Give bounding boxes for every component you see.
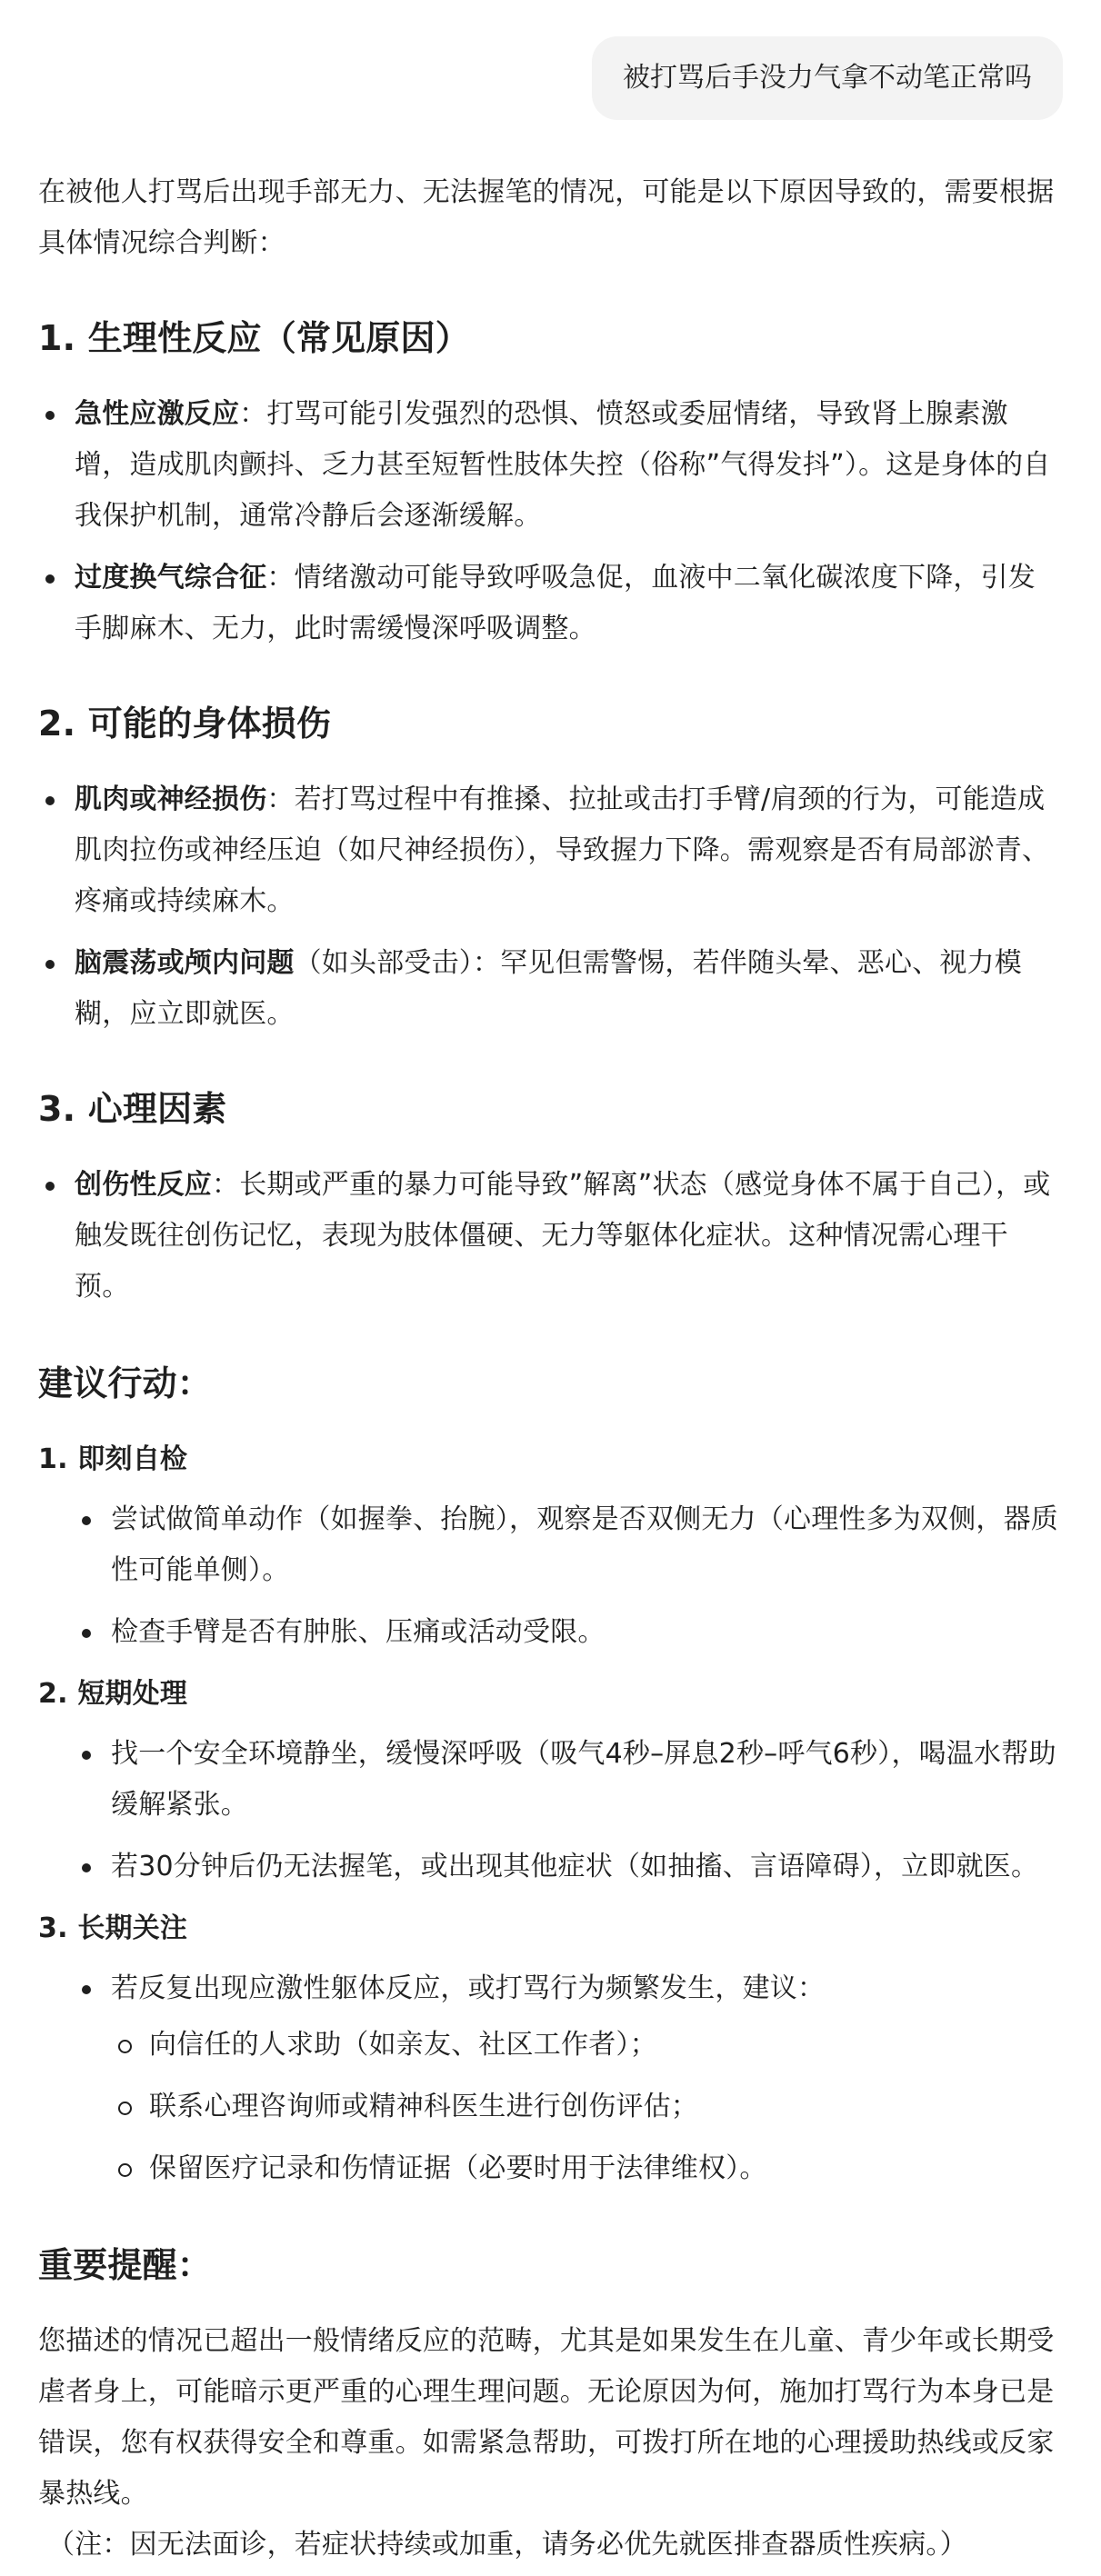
item-text: 若反复出现应激性躯体反应，或打骂行为频繁发生，建议：	[111, 1972, 826, 2004]
item-term: 急性应激反应	[75, 398, 240, 430]
item-term: 过度换气综合征	[75, 562, 267, 594]
section-list-physiological	[38, 389, 1063, 654]
item-term: 肌肉或神经损伤	[75, 784, 267, 815]
section-title-psychological: 3. 心理因素	[38, 1089, 227, 1129]
list-item: 保留医疗记录和伤情证据（必要时用于法律维权）。	[111, 2143, 1063, 2194]
reminder-text: 您描述的情况已超出一般情绪反应的范畴，尤其是如果发生在儿童、青少年或长期受虐者身上，可能暗示更严重的心理生理问题。无论原因为何，施加打骂行为本身已是错误，您有权获得安全和尊重。如需紧急帮助，可拨打所在地的心理援助热线或反家暴热线。	[38, 2325, 1055, 2510]
step-list-long-term	[38, 1963, 1063, 2194]
list-item: 联系心理咨询师或精神科医生进行创伤评估；	[111, 2082, 1063, 2132]
list-item: 检查手臂是否有肿胀、压痛或活动受限。	[75, 1607, 1063, 1658]
user-message-bubble[interactable]: 被打骂后手没力气拿不动笔正常吗	[592, 36, 1063, 120]
list-item: 若30分钟后仍无法握笔，或出现其他症状（如抽搐、言语障碍），立即就医。	[75, 1842, 1063, 1892]
actions-title: 建议行动：	[38, 1363, 213, 1403]
step-list-self-check	[38, 1494, 1063, 1658]
user-message-row	[38, 0, 1063, 120]
assistant-answer	[38, 167, 1063, 2571]
list-item	[38, 553, 1063, 654]
section-title-physiological: 1. 生理性反应（常见原因）	[38, 318, 470, 358]
step-list-short-term	[38, 1729, 1063, 1892]
item-text: ：情绪激动可能导致呼吸急促，血液中二氧化碳浓度下降，引发手脚麻木、无力，此时需缓慢深呼吸调整。	[75, 562, 1036, 644]
disclaimer-note: （注：因无法面诊，若症状持续或加重，请务必优先就医排查器质性疾病。）	[47, 2529, 967, 2561]
item-text: ：长期或严重的暴力可能导致”解离”状态（感觉身体不属于自己），或触发既往创伤记忆，表现为肢体僵硬、无力等躯体化症状。这种情况需心理干预。	[75, 1169, 1051, 1303]
section-list-psychological	[38, 1160, 1063, 1313]
list-item: 向信任的人求助（如亲友、社区工作者）；	[111, 2020, 1063, 2071]
list-item: 找一个安全环境静坐，缓慢深呼吸（吸气4秒–屏息2秒–呼气6秒），喝温水帮助缓解紧张。	[75, 1729, 1063, 1831]
item-text: （如头部受击）：罕见但需警惕，若伴随头晕、恶心、视力模糊，应立即就医。	[75, 947, 1023, 1030]
item-term: 脑震荡或颅内问题	[75, 947, 295, 979]
step-title-self-check: 1. 即刻自检	[38, 1443, 188, 1475]
list-item	[38, 1160, 1063, 1313]
list-item	[38, 774, 1063, 927]
list-item	[75, 1963, 1063, 2194]
step-title-long-term: 3. 长期关注	[38, 1912, 188, 1944]
item-text: ：若打骂过程中有推搡、拉扯或击打手臂/肩颈的行为，可能造成肌肉拉伤或神经压迫（如尺神经损伤），导致握力下降。需观察是否有局部淤青、疼痛或持续麻木。	[75, 784, 1050, 917]
list-item: 尝试做简单动作（如握拳、抬腕），观察是否双侧无力（心理性多为双侧，器质性可能单侧）。	[75, 1494, 1063, 1596]
answer-intro: 在被他人打骂后出现手部无力、无法握笔的情况，可能是以下原因导致的，需要根据具体情况综合判断：	[38, 176, 1055, 259]
item-term: 创伤性反应	[75, 1169, 212, 1201]
sub-list-long-term	[111, 2020, 1063, 2194]
reminder-title: 重要提醒：	[38, 2245, 213, 2285]
list-item	[38, 938, 1063, 1040]
step-title-short-term: 2. 短期处理	[38, 1678, 188, 1710]
item-text: ：打骂可能引发强烈的恐惧、愤怒或委屈情绪，导致肾上腺素激增，造成肌肉颤抖、乏力甚至短暂性肢体失控（俗称”气得发抖”）。这是身体的自我保护机制，通常冷静后会逐渐缓解。	[75, 398, 1051, 532]
section-list-injury	[38, 774, 1063, 1040]
list-item	[38, 389, 1063, 542]
section-title-injury: 2. 可能的身体损伤	[38, 704, 332, 744]
